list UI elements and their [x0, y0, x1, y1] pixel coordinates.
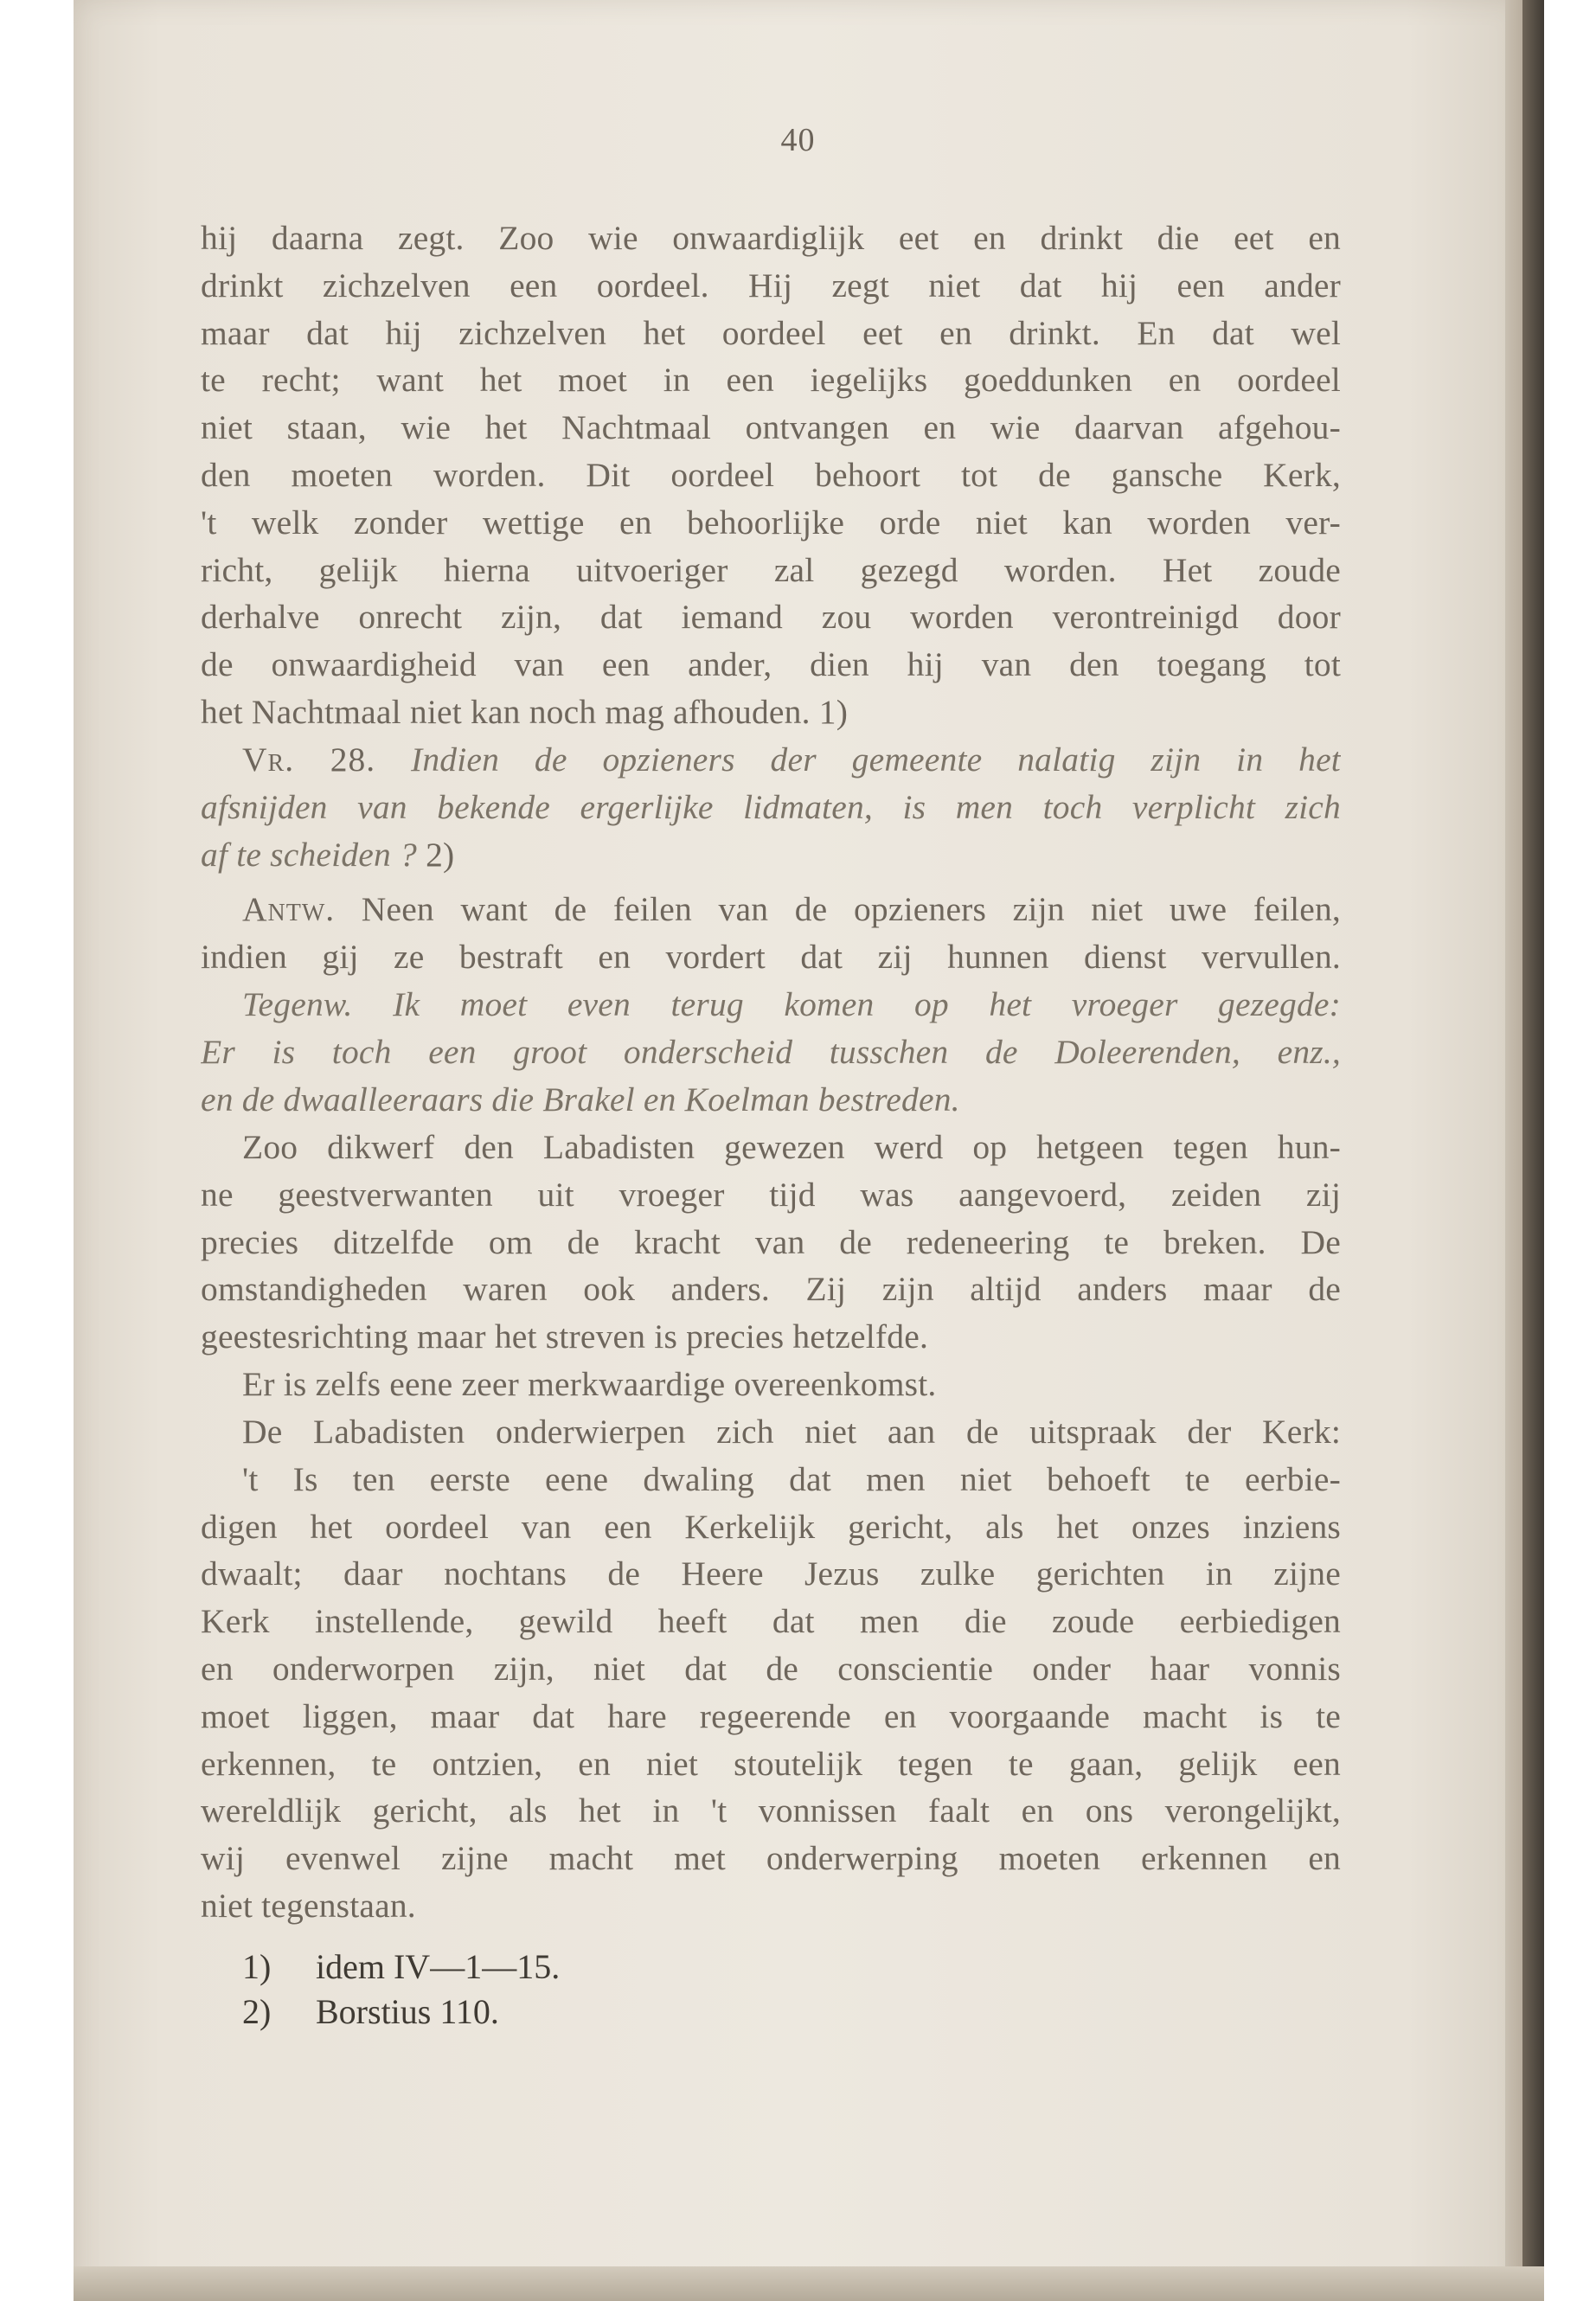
text-line: omstandigheden waren ook anders. Zij zijn altijd anders maar de: [201, 1270, 1341, 1309]
footnote-mark: 2): [242, 1992, 272, 2031]
text-line: hij daarna zegt. Zoo wie onwaardiglijk eet en drinkt die eet en: [201, 219, 1341, 257]
footnote-text: Borstius 110.: [316, 1992, 499, 2031]
page-number: 40: [780, 122, 816, 158]
text-line: De Labadisten onderwierpen zich niet aan de uitspraak der Kerk:: [242, 1413, 1341, 1451]
answer-line: [201, 886, 1341, 933]
objection-block: [201, 981, 1341, 1123]
footnote-text: idem IV—1—15.: [316, 1947, 561, 1986]
text-line: geestesrichting maar het streven is precies hetzelfde.: [201, 1317, 929, 1356]
answer-block: [201, 886, 1341, 981]
paragraph-3: [201, 1361, 1341, 1408]
page-bottom-edge: [74, 2266, 1544, 2301]
text-line: precies ditzelfde om de kracht van de redeneering te breken. De: [201, 1222, 1341, 1261]
footnote-ref: 2): [426, 835, 455, 874]
text-line: de onwaardigheid van een ander, dien hij van den toegang tot: [201, 645, 1341, 684]
text-line: Kerk instellende, gewild heeft dat men die zoude eerbiedigen: [201, 1602, 1341, 1641]
text-line: drinkt zichzelven een oordeel. Hij zegt niet dat hij een ander: [201, 266, 1341, 304]
text-line: Er is zelfs eene zeer merkwaardige overeenkomst.: [242, 1365, 937, 1403]
answer-text: Neen want de feilen van de opzieners zijn niet uwe feilen,: [361, 890, 1341, 928]
question-line: [201, 736, 1341, 784]
objection-line: [201, 981, 1341, 1029]
footnote: [242, 1945, 560, 1990]
footnotes: [242, 1945, 560, 2035]
text-line: ne geestverwanten uit vroeger tijd was aangevoerd, zeiden zij: [201, 1175, 1341, 1214]
text-line: moet liggen, maar dat hare regeerende en voorgaande macht is te: [201, 1696, 1341, 1735]
text-line: te recht; want het moet in een iegelijks goeddunken en oordeel: [201, 361, 1341, 400]
objection-line: en de dwaalleeraars die Brakel en Koelman bestreden.: [201, 1080, 960, 1118]
text-line: dwaalt; daar nochtans de Heere Jezus zulke gerichten in zijne: [201, 1554, 1341, 1593]
footnote-mark: 1): [242, 1947, 272, 1986]
question-line: afsnijden van bekende ergerlijke lidmaten, is men toch verplicht zich: [201, 787, 1341, 826]
text-line: en onderworpen zijn, niet dat de conscientie onder haar vonnis: [201, 1649, 1341, 1688]
objection-label: Tegenw.: [242, 985, 353, 1023]
text-line: maar dat hij zichzelven het oordeel eet en drinkt. En dat wel: [201, 313, 1341, 352]
paragraph-1: [201, 215, 1341, 736]
answer-line: indien gij ze bestraft en vordert dat zij hunnen dienst vervullen.: [201, 937, 1341, 976]
text-line: wereldlijk gericht, als het in 't vonnissen faalt en ons verongelijkt,: [201, 1791, 1341, 1830]
text-line: derhalve onrecht zijn, dat iemand zou worden verontreinigd door: [201, 598, 1341, 637]
text-line: Zoo dikwerf den Labadisten gewezen werd op hetgeen tegen hun-: [242, 1128, 1341, 1166]
question-text: af te scheiden ?: [201, 835, 417, 874]
text-line: 't welk zonder wettige en behoorlijke orde niet kan worden ver-: [201, 503, 1341, 542]
text-line: digen het oordeel van een Kerkelijk gericht, als het onzes inziens: [201, 1507, 1341, 1546]
answer-label: Antw.: [242, 890, 336, 928]
question-line: [201, 831, 1341, 879]
paragraph-2: [201, 1124, 1341, 1361]
text-line: 't Is ten eerste eene dwaling dat men niet behoeft te eerbie-: [242, 1459, 1341, 1498]
text-line: niet staan, wie het Nachtmaal ontvangen en wie daarvan afgehou-: [201, 408, 1341, 447]
question-block: [201, 736, 1341, 878]
objection-text: Ik moet even terug komen op het vroeger gezegde:: [393, 985, 1341, 1023]
text-line: niet tegenstaan.: [201, 1886, 416, 1925]
text-line: wij evenwel zijne macht met onderwerping moeten erkennen en: [201, 1839, 1341, 1878]
text-line: erkennen, te ontzien, en niet stoutelijk tegen te gaan, gelijk een: [201, 1744, 1341, 1783]
footnote: [242, 1990, 560, 2035]
question-text: Indien de opzieners der gemeente nalatig zijn in het: [410, 740, 1341, 779]
book-cover-edge: [1522, 0, 1544, 2301]
text-line: het Nachtmaal niet kan noch mag afhouden. 1): [201, 692, 849, 731]
page-edge: [1505, 0, 1522, 2301]
question-label: Vr. 28.: [242, 740, 376, 779]
paragraph-4: [201, 1408, 1341, 1930]
objection-line: Er is toch een groot onderscheid tusschen de Doleerenden, enz.,: [201, 1032, 1341, 1071]
text-line: den moeten worden. Dit oordeel behoort tot de gansche Kerk,: [201, 455, 1341, 494]
text-line: richt, gelijk hierna uitvoeriger zal gezegd worden. Het zoude: [201, 550, 1341, 589]
